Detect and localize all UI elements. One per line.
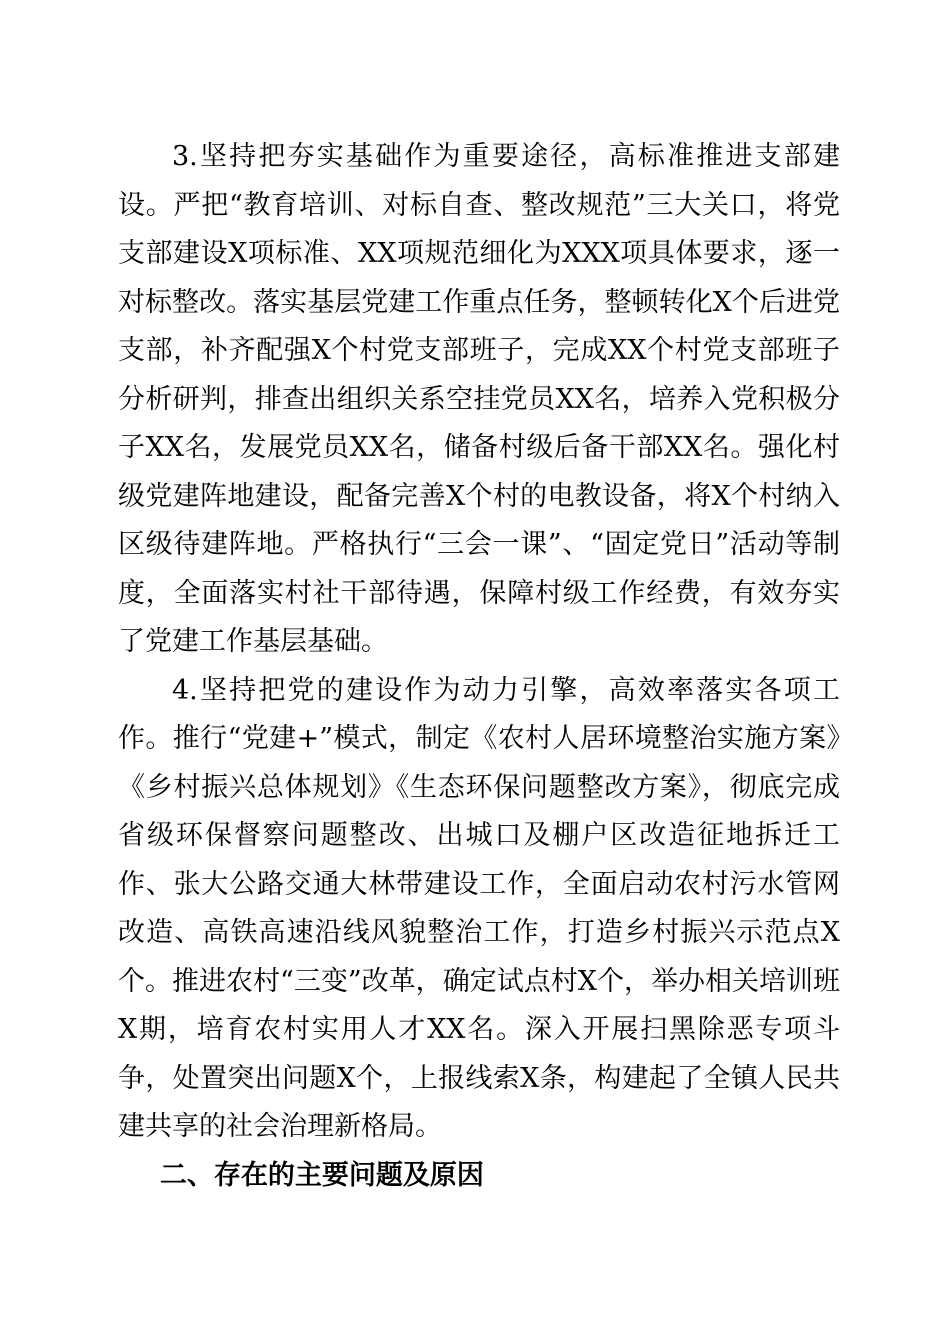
paragraph-3: 3.坚持把夯实基础作为重要途径，高标准推进支部建设。严把“教育培训、对标自查、整改规范”三大关口，将党支部建设X项标准、XX项规范细化为XXX项具体要求，逐一对标整改。落实基层党建工作重点任务，整顿转化X个后进党支部，补齐配强X个村党支部班子，完成XX个村党支部班子分析研判，排查出组织关系空挂党员XX名，培养入党积极分子XX名，发展党员XX名，储备村级后备干部XX名。强化村级党建阵地建设，配备完善X个村的电教设备，将X个村纳入区级待建阵地。严格执行“三会一课”、“固定党日”活动等制度，全面落实村社干部待遇，保障村级工作经费，有效夯实了党建工作基层基础。 bbox=[118, 141, 840, 657]
paragraph-4: 4.坚持把党的建设作为动力引擎，高效率落实各项工作。推行“党建+”模式，制定《农村人居环境整治实施方案》《乡村振兴总体规划》《生态环保问题整改方案》，彻底完成省级环保督察问题整改、出城口及棚户区改造征地拆迁工作、张大公路交通大林带建设工作，全面启动农村污水管网改造、高铁高速沿线风貌整治工作，打造乡村振兴示范点X个。推进农村“三变”改革，确定试点村X个，举办相关培训班X期，培育农村实用人才XX名。深入开展扫黑除恶专项斗争，处置突出问题X个，上报线索X条，构建起了全镇人民共建共享的社会治理新格局。 bbox=[118, 674, 840, 1142]
document-body bbox=[118, 133, 840, 1200]
section-heading: 二、存在的主要问题及原因 bbox=[159, 1159, 484, 1191]
